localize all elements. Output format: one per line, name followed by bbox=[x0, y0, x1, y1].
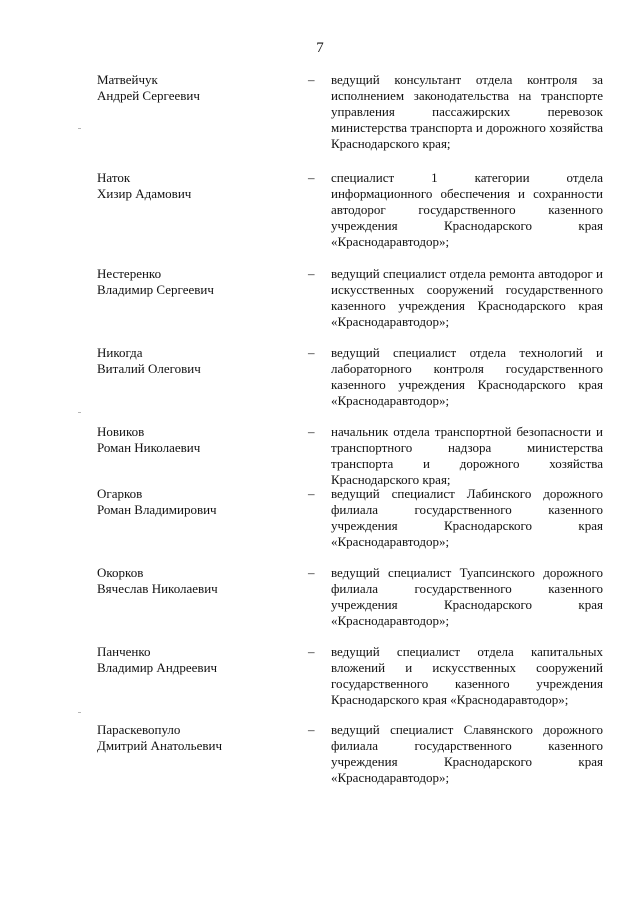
surname: Панченко bbox=[97, 644, 151, 659]
margin-mark bbox=[78, 712, 81, 713]
given-name: Владимир Сергеевич bbox=[97, 282, 214, 297]
given-name: Вячеслав Николаевич bbox=[97, 581, 218, 596]
person-name bbox=[97, 72, 297, 104]
given-name: Роман Владимирович bbox=[97, 502, 217, 517]
dash-separator: – bbox=[308, 266, 315, 281]
dash-separator: – bbox=[308, 722, 315, 737]
given-name: Виталий Олегович bbox=[97, 361, 201, 376]
person-name bbox=[97, 345, 297, 377]
dash-separator: – bbox=[308, 644, 315, 659]
dash-separator: – bbox=[308, 345, 315, 360]
job-position: ведущий специалист отдела технологий и лабораторного контроля государственного казенного учреждения Краснодарского края «Краснодаравтодор»; bbox=[331, 345, 603, 408]
job-position: ведущий специалист отдела капитальных вложений и искусственных сооружений государственного казенного учреждения Краснодарского края «Краснодаравтодор»; bbox=[331, 644, 603, 707]
surname: Никогда bbox=[97, 345, 143, 360]
job-position: ведущий специалист Славянского дорожного филиала государственного казенного учреждения Краснодарского края «Краснодаравтодор»; bbox=[331, 722, 603, 785]
page-number: 7 bbox=[316, 40, 324, 56]
job-position: ведущий специалист отдела ремонта автодорог и искусственных сооружений государственного казенного учреждения Краснодарского края «Краснодаравтодор»; bbox=[331, 266, 603, 329]
dash-separator: – bbox=[308, 170, 315, 185]
job-position: специалист 1 категории отдела информационного обеспечения и сохранности автодорог государственного казенного учреждения Краснодарского края «Краснодаравтодор»; bbox=[331, 170, 603, 249]
given-name: Хизир Адамович bbox=[97, 186, 192, 201]
job-position: ведущий специалист Лабинского дорожного филиала государственного казенного учреждения Краснодарского края «Краснодаравтодор»; bbox=[331, 486, 603, 549]
job-position: ведущий специалист Туапсинского дорожного филиала государственного казенного учреждения Краснодарского края «Краснодаравтодор»; bbox=[331, 565, 603, 628]
person-name bbox=[97, 486, 297, 518]
job-position: ведущий консультант отдела контроля за исполнением законодательства на транспорте управления пассажирских перевозок министерства транспорта и дорожного хозяйства Краснодарского края; bbox=[331, 72, 603, 151]
margin-mark bbox=[78, 412, 81, 413]
job-position: начальник отдела транспортной безопасности и транспортного надзора министерства транспорта и дорожного хозяйства Краснодарского края; bbox=[331, 424, 603, 487]
surname: Параскевопуло bbox=[97, 722, 181, 737]
person-name bbox=[97, 565, 297, 597]
person-name bbox=[97, 266, 297, 298]
dash-separator: – bbox=[308, 424, 315, 439]
person-name bbox=[97, 424, 297, 456]
dash-separator: – bbox=[308, 486, 315, 501]
surname: Новиков bbox=[97, 424, 145, 439]
surname: Матвейчук bbox=[97, 72, 158, 87]
person-name bbox=[97, 170, 297, 202]
surname: Наток bbox=[97, 170, 131, 185]
surname: Огарков bbox=[97, 486, 143, 501]
given-name: Роман Николаевич bbox=[97, 440, 201, 455]
person-name bbox=[97, 644, 297, 676]
given-name: Дмитрий Анатольевич bbox=[97, 738, 222, 753]
given-name: Владимир Андреевич bbox=[97, 660, 218, 675]
dash-separator: – bbox=[308, 565, 315, 580]
dash-separator: – bbox=[308, 72, 315, 87]
margin-mark bbox=[78, 128, 81, 129]
surname: Окорков bbox=[97, 565, 144, 580]
given-name: Андрей Сергеевич bbox=[97, 88, 200, 103]
surname: Нестеренко bbox=[97, 266, 162, 281]
person-name bbox=[97, 722, 297, 754]
